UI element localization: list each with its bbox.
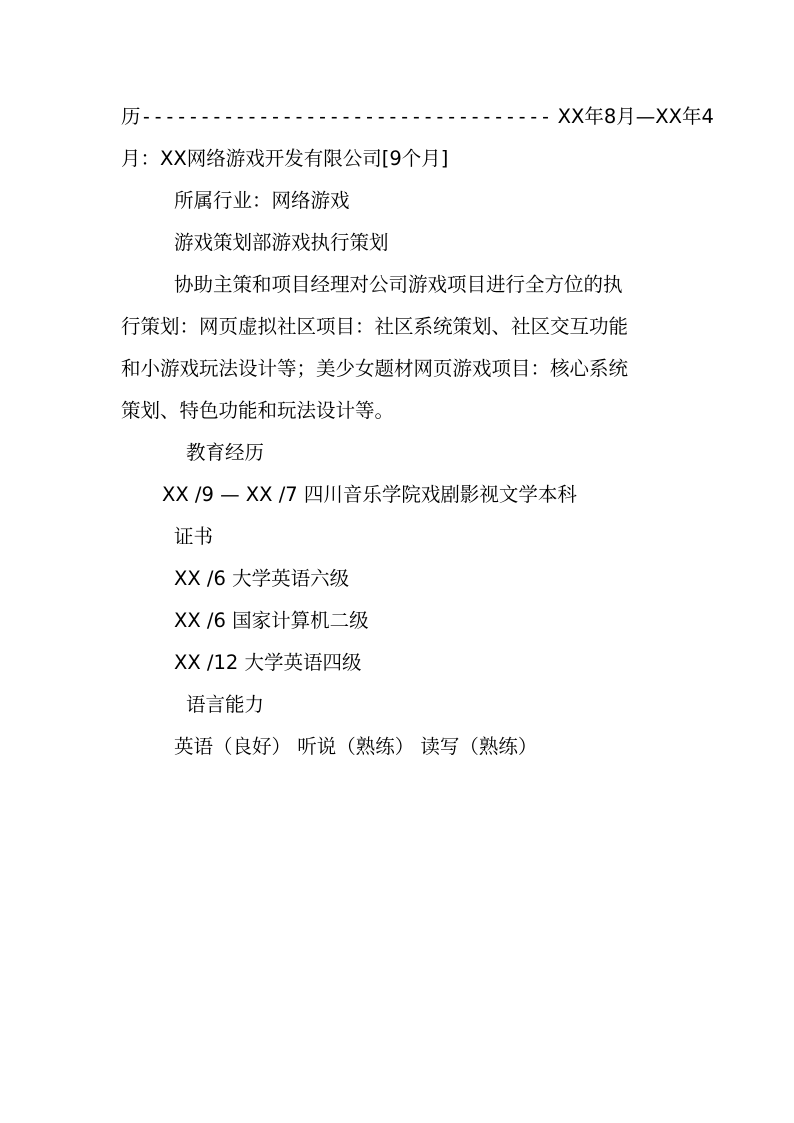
work-description-line: 协助主策和项目经理对公司游戏项目进行全方位的执 bbox=[174, 273, 623, 296]
education-entry: XX /9 — XX /7 四川音乐学院戏剧影视文学本科 bbox=[162, 483, 577, 506]
languages-entry: 英语（良好） 听说（熟练） 读写（熟练） bbox=[174, 735, 538, 758]
work-industry: 所属行业：网络游戏 bbox=[174, 189, 350, 212]
work-description-line: 行策划：网页虚拟社区项目：社区系统策划、社区交互功能 bbox=[121, 315, 629, 338]
work-description-line: 策划、特色功能和玩法设计等。 bbox=[121, 399, 395, 422]
work-period-line bbox=[121, 104, 714, 130]
certificate-item: XX /12 大学英语四级 bbox=[174, 651, 362, 674]
certificate-item: XX /6 国家计算机二级 bbox=[174, 609, 369, 632]
certificates-heading: 证书 bbox=[174, 525, 214, 548]
work-company-line: 月：XX网络游戏开发有限公司[9个月] bbox=[121, 147, 449, 170]
work-period-dates: XX年8月—XX年4 bbox=[551, 105, 714, 128]
education-heading: 教育经历 bbox=[186, 441, 265, 464]
work-department-title: 游戏策划部游戏执行策划 bbox=[174, 231, 389, 254]
work-description-line: 和小游戏玩法设计等；美少女题材网页游戏项目：核心系统 bbox=[121, 357, 629, 380]
work-period-prefix: 历 bbox=[121, 105, 141, 128]
work-period-dashes: ----------------------------------- bbox=[140, 105, 552, 128]
languages-heading: 语言能力 bbox=[186, 693, 265, 716]
certificate-item: XX /6 大学英语六级 bbox=[174, 567, 350, 590]
